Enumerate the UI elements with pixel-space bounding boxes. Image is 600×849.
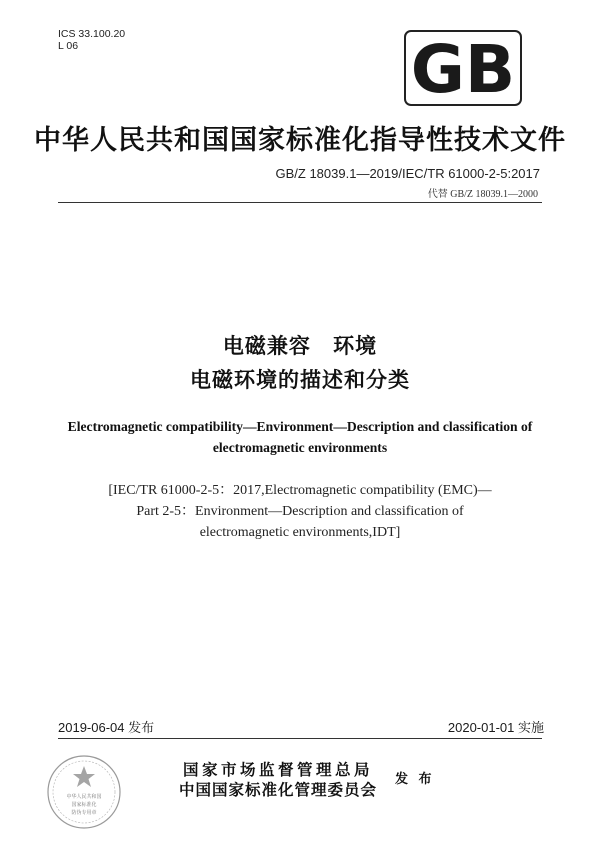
adoption-line3: electromagnetic environments,IDT] — [199, 525, 401, 540]
classification-codes — [58, 28, 125, 52]
title-cn-line1: 电磁兼容 环境 — [222, 334, 378, 358]
title-en-line1: Electromagnetic compatibility—Environment—Description and classification of — [67, 419, 533, 434]
implementation-date: 2020-01-01 实施 — [447, 720, 544, 735]
gb-logo — [404, 30, 522, 106]
issue-action: 发 布 — [395, 772, 435, 787]
title-cn-line2: 电磁环境的描述和分类 — [190, 368, 410, 392]
ccs-code: L 06 — [58, 40, 79, 52]
seal-text-2: 国家标准化 — [71, 802, 97, 808]
publication-date: 2019-06-04 发布 — [58, 720, 155, 735]
seal-text-1: 中华人民共和国 — [66, 794, 102, 800]
anti-counterfeit-seal-icon — [44, 752, 124, 832]
ics-code: ICS 33.100.20 — [58, 28, 126, 40]
adoption-reference — [48, 480, 552, 543]
gb-logo-text: GB — [410, 31, 516, 106]
issuer-line1: 国家市场监督管理总局 — [182, 761, 373, 779]
adoption-line2: Part 2-5：Environment—Description and classification of — [136, 504, 464, 519]
issuer-line2: 中国国家标准化管理委员会 — [178, 781, 377, 799]
organization-heading: 中华人民共和国国家标准化指导性技术文件 — [34, 125, 566, 156]
title-en — [48, 416, 552, 458]
standard-number: GB/Z 18039.1—2019/IEC/TR 61000-2-5:2017 — [275, 166, 540, 181]
adoption-line1: [IEC/TR 61000-2-5：2017,Electromagnetic compatibility (EMC)— — [108, 483, 492, 498]
top-divider — [58, 202, 542, 203]
bottom-divider — [58, 738, 542, 739]
title-en-line2: electromagnetic environments — [212, 440, 388, 455]
seal-text-3: 防伪专用章 — [71, 810, 97, 816]
supersedes-note: 代替 GB/Z 18039.1—2000 — [427, 189, 538, 200]
